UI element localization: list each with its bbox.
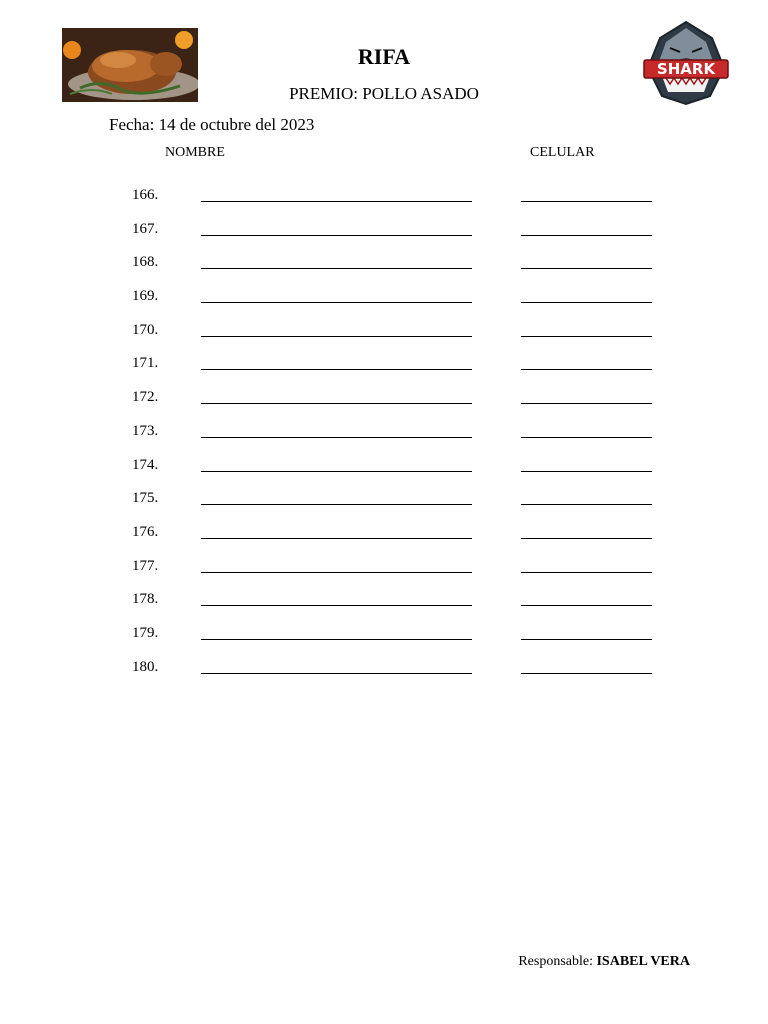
date-label: Fecha: 14 de octubre del 2023: [109, 115, 315, 134]
name-blank-line: [201, 403, 472, 404]
responsible-name: ISABEL VERA: [596, 954, 690, 969]
name-blank-line: [201, 369, 472, 370]
name-blank-line: [201, 639, 472, 640]
entry-number: 167.: [132, 220, 159, 237]
entry-number: 172.: [132, 389, 159, 406]
entry-number: 171.: [132, 355, 159, 372]
phone-blank-line: [521, 437, 652, 438]
page-title: RIFA: [357, 44, 411, 69]
prize-label: PREMIO: POLLO ASADO: [289, 84, 479, 103]
entry-number: 168.: [132, 254, 159, 271]
entry-number: 179.: [132, 624, 159, 641]
phone-blank-line: [521, 201, 652, 202]
phone-blank-line: [521, 235, 652, 236]
phone-blank-line: [521, 336, 652, 337]
name-blank-line: [201, 504, 472, 505]
raffle-entries-list: [0, 185, 768, 690]
entry-number: 175.: [132, 490, 159, 507]
list-item: [0, 488, 768, 522]
name-blank-line: [201, 673, 472, 674]
name-blank-line: [201, 268, 472, 269]
shark-logo-text: SHARK: [656, 60, 716, 78]
column-header-phone: CELULAR: [530, 145, 595, 160]
list-item: [0, 353, 768, 387]
name-blank-line: [201, 471, 472, 472]
entry-number: 178.: [132, 591, 159, 608]
list-item: [0, 421, 768, 455]
list-item: [0, 185, 768, 219]
phone-blank-line: [521, 538, 652, 539]
phone-blank-line: [521, 572, 652, 573]
phone-blank-line: [521, 369, 652, 370]
entry-number: 170.: [132, 321, 159, 338]
entry-number: 173.: [132, 422, 159, 439]
list-item: [0, 387, 768, 421]
list-item: [0, 623, 768, 657]
list-item: [0, 556, 768, 590]
phone-blank-line: [521, 471, 652, 472]
phone-blank-line: [521, 403, 652, 404]
name-blank-line: [201, 302, 472, 303]
name-blank-line: [201, 437, 472, 438]
responsible-label: Responsable:: [518, 954, 593, 969]
entry-number: 176.: [132, 523, 159, 540]
list-item: [0, 657, 768, 691]
entry-number: 177.: [132, 557, 159, 574]
phone-blank-line: [521, 605, 652, 606]
list-item: [0, 219, 768, 253]
name-blank-line: [201, 201, 472, 202]
name-blank-line: [201, 336, 472, 337]
responsible-signature: [518, 954, 690, 970]
column-header-name: NOMBRE: [165, 145, 225, 160]
phone-blank-line: [521, 302, 652, 303]
name-blank-line: [201, 235, 472, 236]
entry-number: 180.: [132, 658, 159, 675]
entry-number: 169.: [132, 288, 159, 305]
phone-blank-line: [521, 673, 652, 674]
entry-number: 174.: [132, 456, 159, 473]
name-blank-line: [201, 605, 472, 606]
list-item: [0, 589, 768, 623]
entry-number: 166.: [132, 187, 159, 203]
name-blank-line: [201, 538, 472, 539]
name-blank-line: [201, 572, 472, 573]
phone-blank-line: [521, 504, 652, 505]
list-item: [0, 286, 768, 320]
list-item: [0, 320, 768, 354]
list-item: [0, 252, 768, 286]
list-item: [0, 455, 768, 489]
phone-blank-line: [521, 639, 652, 640]
phone-blank-line: [521, 268, 652, 269]
list-item: [0, 522, 768, 556]
